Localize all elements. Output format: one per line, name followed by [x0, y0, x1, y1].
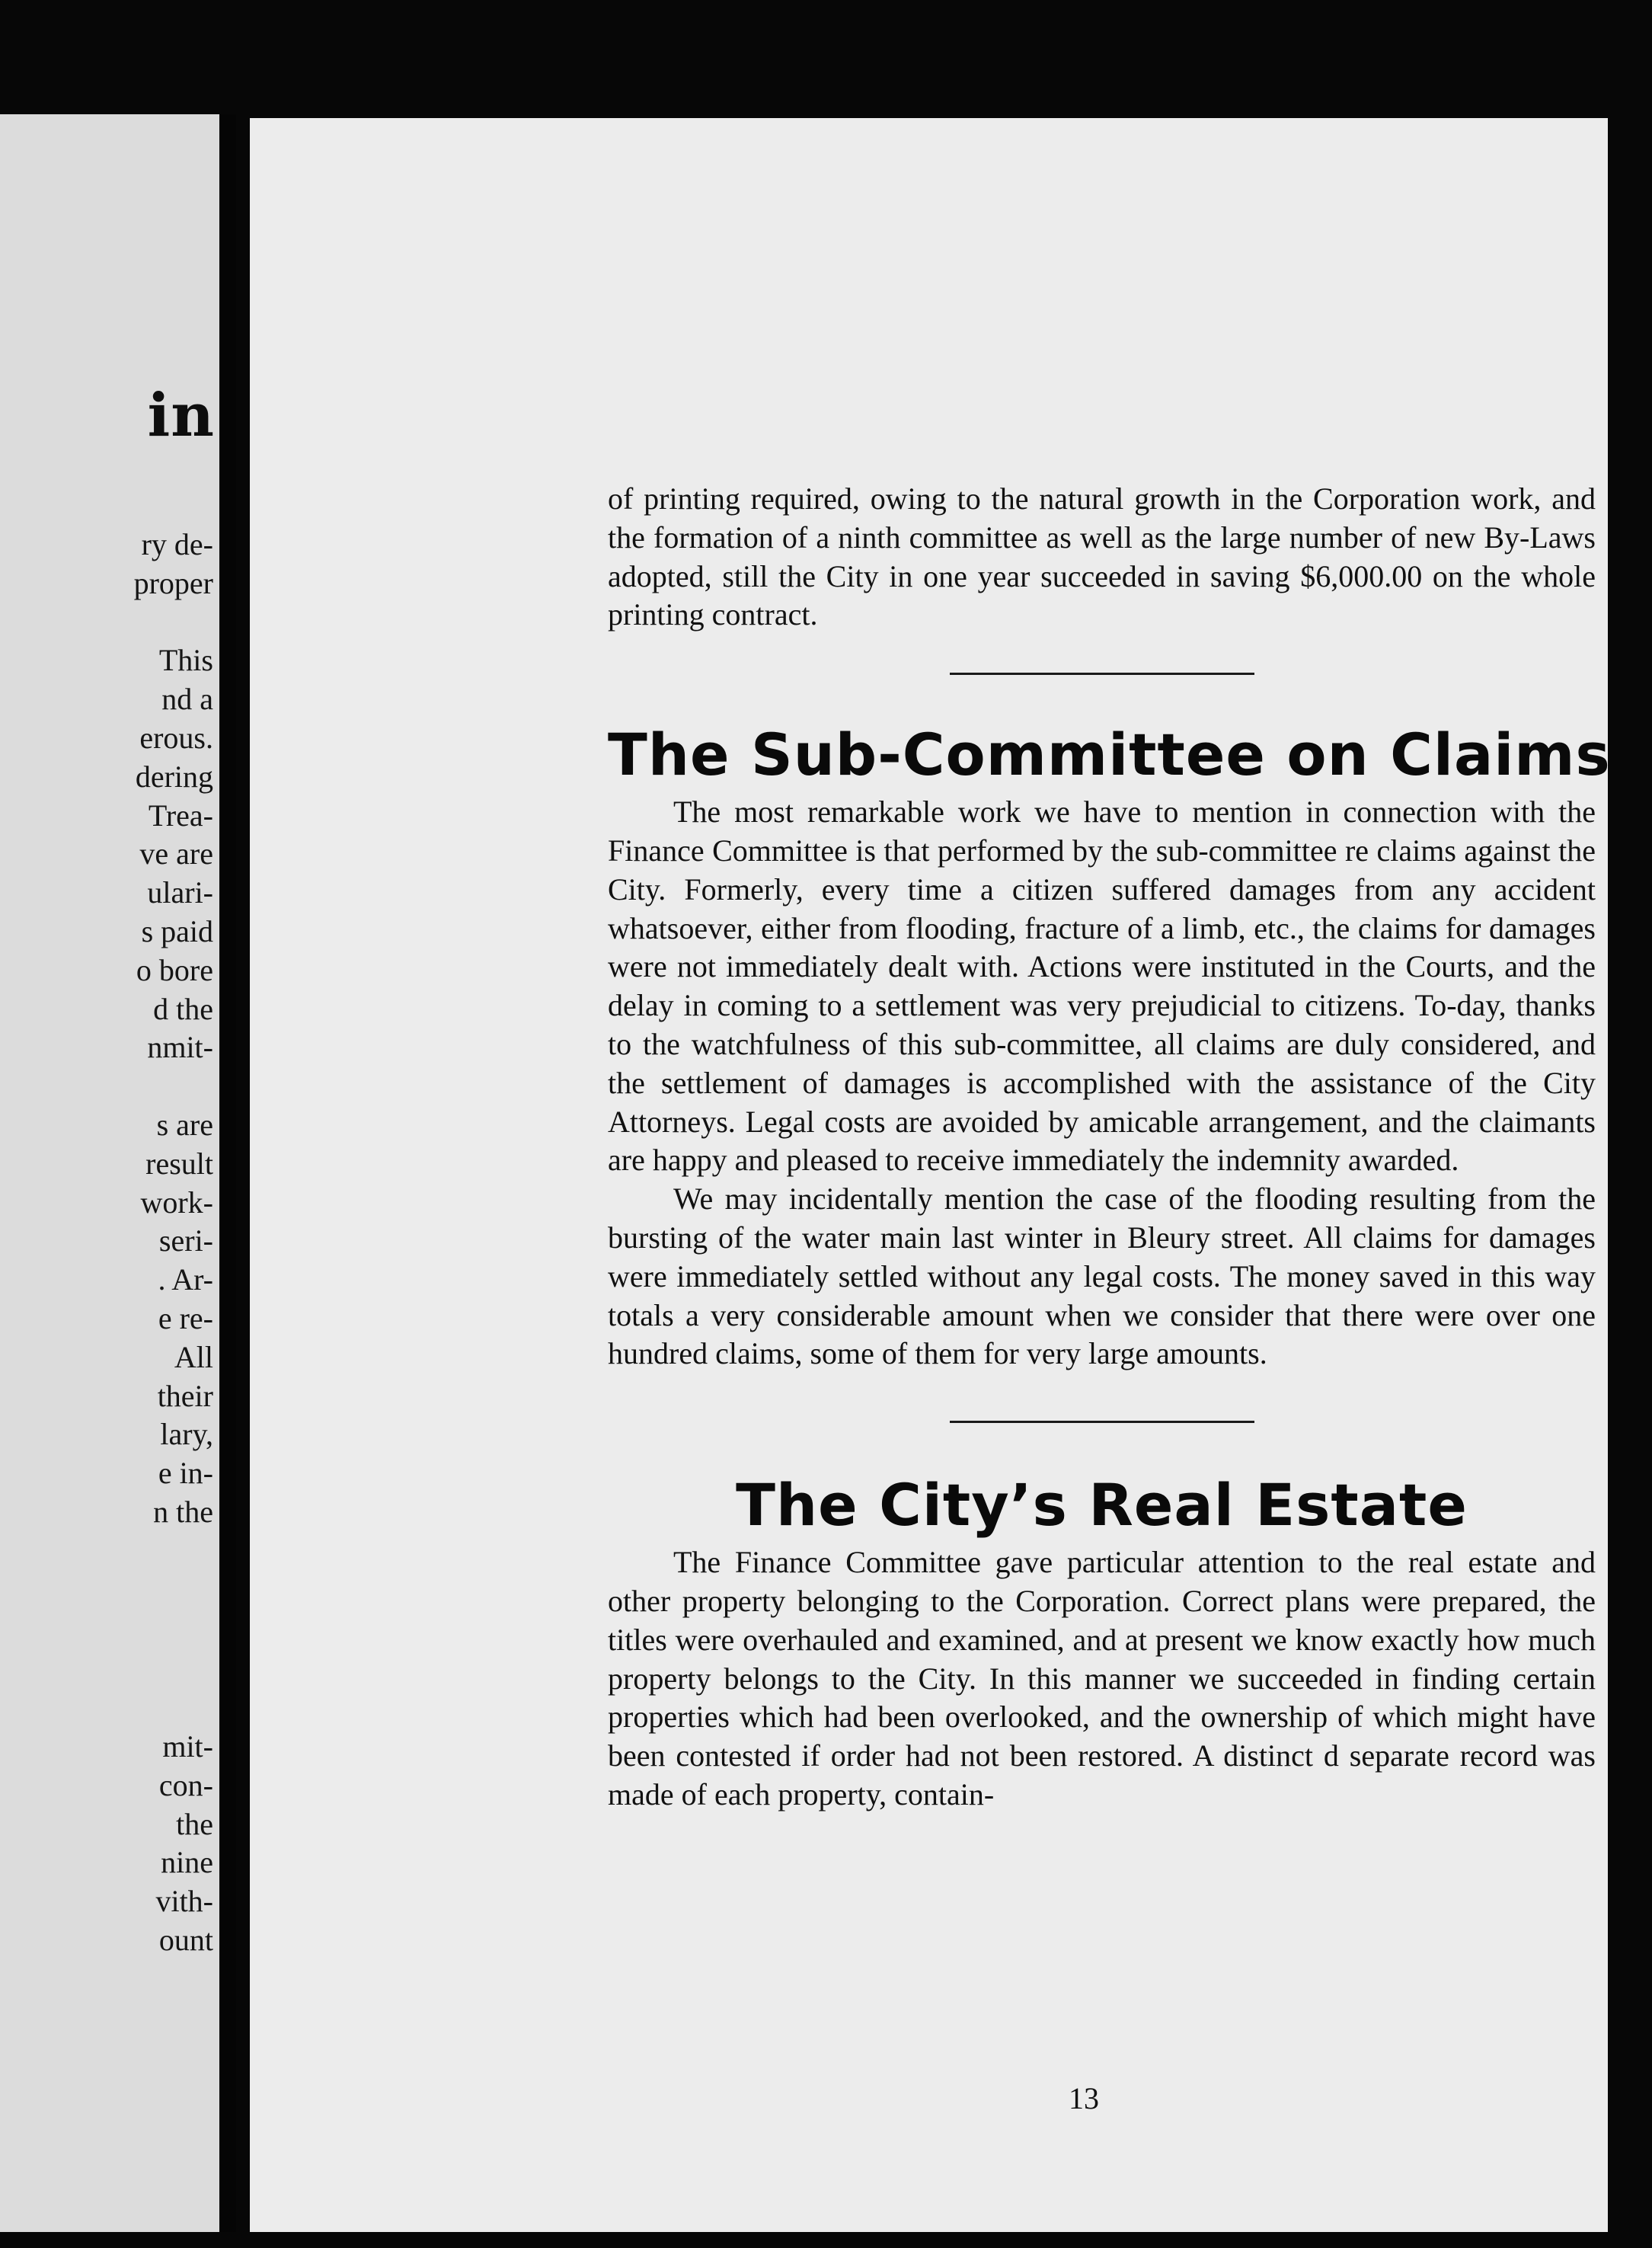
left-page-line: ulari- [147, 875, 213, 910]
left-page-line: nd a [161, 682, 213, 717]
left-page-line: All [174, 1339, 213, 1374]
left-page-line: . Ar- [158, 1262, 213, 1297]
left-page-line: dering [135, 759, 213, 794]
left-page-line: result [145, 1146, 213, 1181]
left-page-line: s paid [141, 913, 213, 948]
left-page [0, 114, 219, 2232]
left-page-heading-fragment: in [147, 381, 215, 450]
left-page-line: nmit- [147, 1030, 213, 1065]
left-page-line: n the [153, 1494, 213, 1529]
left-page-line: con- [158, 1767, 213, 1802]
left-page-line: their [157, 1378, 213, 1413]
page-content [608, 480, 1611, 1815]
section-heading-real-estate: The City’s Real Estate [736, 1471, 1468, 1540]
left-page-line: o bore [136, 952, 213, 987]
left-page-line: work- [140, 1185, 213, 1220]
claims-paragraph-1: The most remarkable work we have to mention in connection with the Finance Committee is that performed by the sub-committee re claims against the City. Formerly, every time a citizen suffered damages from any accident whatsoever, either from flooding, fracture of a limb, etc., the claims for damages were not immediately dealt with. Actions were instituted in the Courts, and the delay in coming to a settlement was very prejudicial to citizens. To-day, thanks to the watchfulness of this sub-committee, all claims are duly considered, and the settlement of damages is accomplished with the assistance of the City Attorneys. Legal costs are avoided by amicable arrangement, and the claimants are happy and pleased to receive immediately the indemnity awarded. [608, 795, 1596, 1178]
left-page-line: nine [161, 1845, 213, 1880]
intro-paragraph: of printing required, owing to the natural growth in the Corporation work, and the formation of a ninth committee as well as the large number of new By-Laws adopted, still the City in one year succeeded in saving $6,000.00 on the whole printing contract. [608, 481, 1596, 632]
left-page-line: e re- [158, 1300, 213, 1335]
section-divider [950, 1421, 1254, 1423]
left-page-line: d the [153, 991, 213, 1026]
page-number: 13 [1069, 2081, 1099, 2115]
left-page-line: e in- [158, 1456, 213, 1491]
real-estate-paragraph-1: The Finance Committee gave particular attention to the real estate and other property belonging to the Corporation. Correct plans were prepared, the titles were overhauled and examined, and at present we know exactly how much property belongs to the City. In this manner we succeeded in finding certain properties which had been overlooked, and the ownership of which might have been contested if order had not been restored. A distinct d separate record was made of each property, contain- [608, 1545, 1596, 1812]
left-page-line: mit- [162, 1729, 213, 1764]
left-page-line: Trea- [148, 798, 213, 833]
left-page-line: vith- [155, 1884, 213, 1919]
left-page-line [0, 603, 213, 642]
left-page-line: the [176, 1806, 213, 1841]
left-page-line: erous. [139, 720, 213, 755]
claims-paragraph-2: We may incidentally mention the case of the flooding resulting from the bursting of the water main last winter in Bleury street. All claims for damages were immediately settled without any legal costs. The money saved in this way totals a very considerable amount when we consider that there were over one hundred claims, some of them for very large amounts. [608, 1182, 1596, 1371]
left-page-line: lary, [160, 1417, 213, 1452]
book-spine [219, 114, 236, 2232]
right-page [250, 118, 1611, 2232]
left-page-line: ry de- [141, 527, 213, 561]
section-divider [950, 673, 1254, 675]
left-page-line: ve are [139, 836, 213, 871]
left-page-line: ount [158, 1922, 213, 1957]
left-page-line: proper [133, 565, 213, 600]
left-page-line: s are [156, 1107, 213, 1142]
section-heading-claims: The Sub-Committee on Claims [608, 721, 1611, 789]
left-page-text-top [0, 526, 213, 1532]
left-page-text-bottom [0, 1728, 213, 1960]
left-page-line: seri- [158, 1223, 213, 1258]
left-page-line [0, 1067, 213, 1106]
left-page-line: This [158, 643, 213, 678]
